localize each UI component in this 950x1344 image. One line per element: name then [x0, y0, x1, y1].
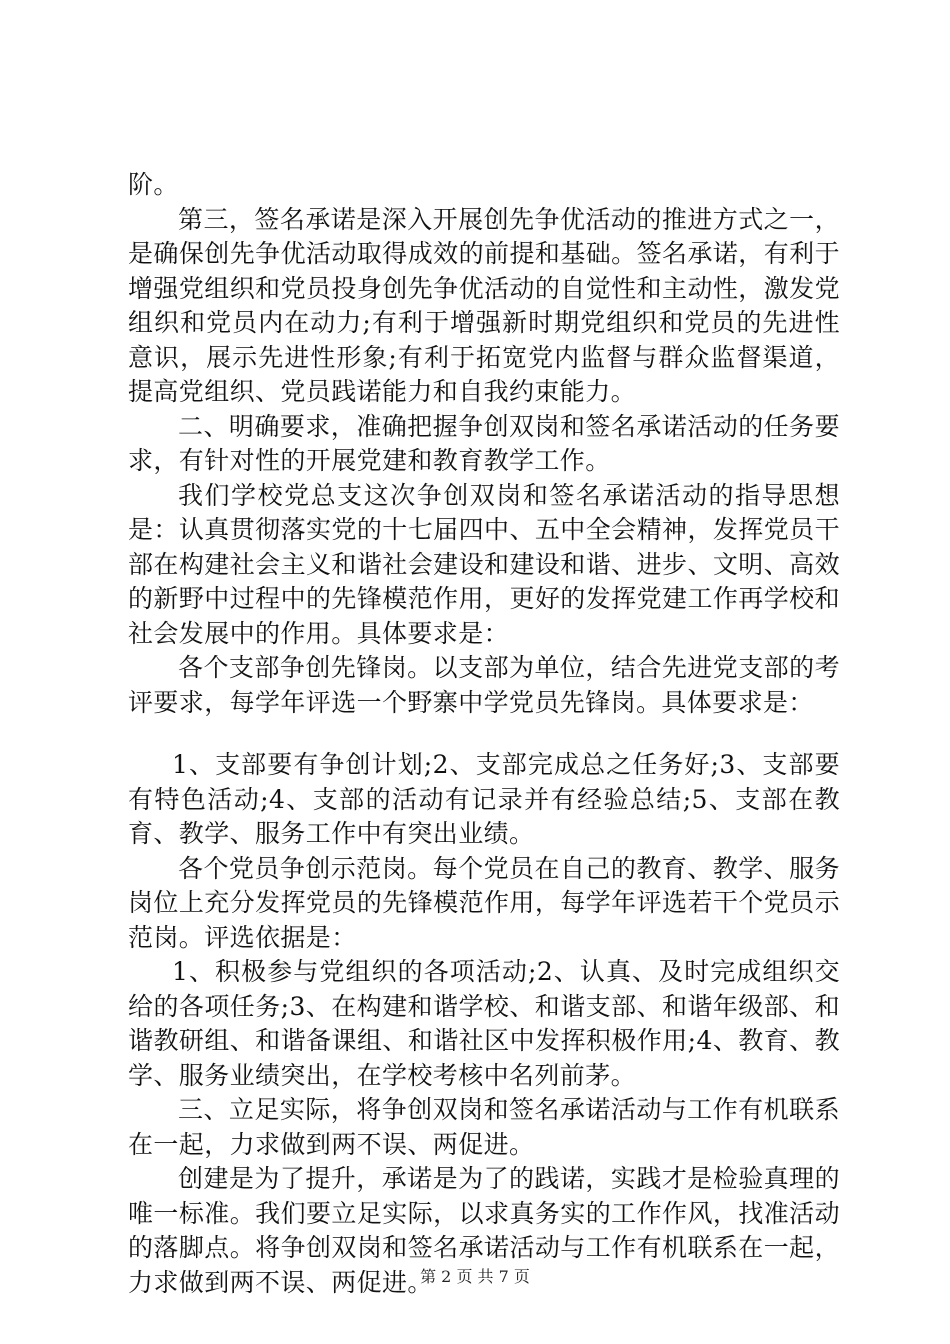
paragraph-third-point: 第三，签名承诺是深入开展创先争优活动的推进方式之一，是确保创先争优活动取得成效的前提和基础。签名承诺，有利于增强党组织和党员投身创先争优活动的自觉性和主动性，激发党组织和党员内在动力;有利于增强新时期党组织和党员的先进性意识，展示先进性形象;有利于拓宽党内监督与群众监督渠道，提高党组织、党员践诺能力和自我约束能力。 [128, 204, 840, 406]
document-body [128, 168, 840, 1300]
list-member-criteria: 1、积极参与党组织的各项活动;2、认真、及时完成组织交给的各项任务;3、在构建和谐学校、和谐支部、和谐年级部、和谐教研组、和谐备课组、和谐社区中发挥积极作用;4、教育、教学、服务业绩突出，在学校考核中名列前茅。 [128, 957, 840, 1090]
paragraph-branch-pioneer: 各个支部争创先锋岗。以支部为单位，结合先进党支部的考评要求，每学年评选一个野寨中学党员先锋岗。具体要求是： [128, 653, 840, 717]
paragraph-continuation: 阶。 [128, 170, 179, 199]
section-heading-two: 二、明确要求，准确把握争创双岗和签名承诺活动的任务要求，有针对性的开展党建和教育教学工作。 [128, 411, 840, 475]
page-footer: 第 2 页 共 7 页 [420, 1267, 530, 1286]
list-branch-requirements: 1、支部要有争创计划;2、支部完成总之任务好;3、支部要有特色活动;4、支部的活动有记录并有经验总结;5、支部在教育、教学、服务工作中有突出业绩。 [128, 750, 840, 848]
paragraph-practice: 创建是为了提升，承诺是为了的践诺，实践才是检验真理的唯一标准。我们要立足实际，以求真务实的工作作风，找准活动的落脚点。将争创双岗和签名承诺活动与工作有机联系在一起，力求做到两不误、两促进。 [128, 1164, 840, 1297]
paragraph-guiding-thought: 我们学校党总支这次争创双岗和签名承诺活动的指导思想是：认真贯彻落实党的十七届四中、五中全会精神，发挥党员干部在构建社会主义和谐社会建设和建设和谐、进步、文明、高效的新野中过程中的先锋模范作用，更好的发挥党建工作再学校和社会发展中的作用。具体要求是： [128, 480, 840, 648]
paragraph-member-model: 各个党员争创示范岗。每个党员在自己的教育、教学、服务岗位上充分发挥党员的先锋模范作用，每学年评选若干个党员示范岗。评选依据是： [128, 853, 840, 952]
section-heading-three: 三、立足实际，将争创双岗和签名承诺活动与工作有机联系在一起，力求做到两不误、两促进。 [128, 1095, 840, 1159]
